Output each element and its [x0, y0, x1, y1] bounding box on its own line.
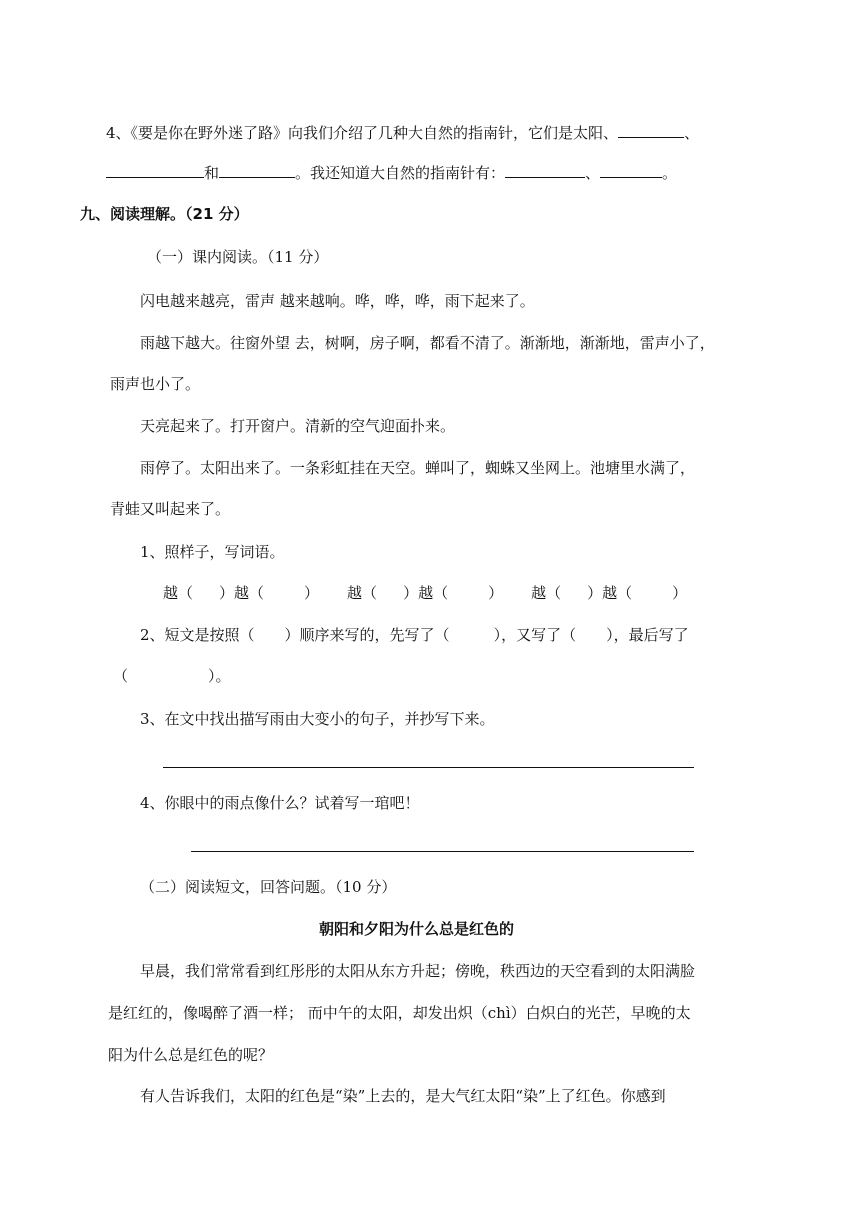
q4-end: 。	[662, 164, 678, 182]
pattern-item: ）	[488, 584, 504, 602]
passage-1-line: 天亮起来了。打开窗户。清新的空气迎面扑来。	[140, 417, 456, 435]
passage-2-line: 早晨，我们常常看到红彤彤的太阳从东方升起；傍晚，秩西边的天空看到的太阳满脸	[140, 962, 696, 980]
pattern-item: ）越（	[587, 584, 633, 602]
pattern-item: ）	[672, 584, 688, 602]
question-1-label: 1、照样子，写词语。	[140, 543, 285, 561]
passage-1-line: 雨声也小了。	[110, 375, 201, 393]
q2-part: ），最后写了	[606, 626, 689, 644]
pattern-item: ）	[304, 584, 320, 602]
question-1-pattern-row	[163, 582, 687, 604]
q4-text-2: 。我还知道大自然的指南针有：	[295, 164, 506, 182]
q2-part: ），又写了（	[493, 626, 577, 644]
passage-1-line: 青蛙又叫起来了。	[110, 500, 231, 518]
question-3: 3、在文中找出描写雨由大变小的句子，并抄写下来。	[140, 710, 495, 728]
q4-text-1: 4、《要是你在野外迷了路》向我们介绍了几种大自然的指南针，它们是太阳、	[106, 124, 619, 142]
question-4: 4、你眼中的雨点像什么？试着写一琯吧！	[140, 794, 420, 812]
part-1-heading: （一）课内阅读。（11 分）	[147, 248, 329, 266]
pattern-item: 越（	[347, 584, 378, 602]
question-2-line-2	[113, 665, 231, 687]
pattern-item: 越（	[163, 584, 194, 602]
passage-1-line: 闪电越来越亮，雷声 越来越响。哗，哗，哗，雨下起来了。	[140, 292, 535, 310]
q4-sep-2: 、	[585, 164, 601, 182]
q2-part: ）。	[208, 667, 231, 685]
passage-1-line: 雨越下越大。往窗外望 去，树啊，房子啊，都看不清了。渐渐地，渐渐地，雷声小了，	[140, 334, 715, 352]
q4-answer-blank-2[interactable]	[106, 161, 204, 178]
passage-2-line: 阳为什么总是红色的呢？	[108, 1046, 274, 1064]
passage-2-line: 有人告诉我们，太阳的红色是“染”上去的，是大气红太阳“染”上了红色。你感到	[140, 1087, 666, 1105]
q2-part: ）顺序来写的，先写了（	[284, 626, 450, 644]
q4-answer-blank-5[interactable]	[600, 161, 662, 178]
q4-line-2	[106, 161, 677, 184]
q2-part: 2、短文是按照（	[140, 626, 255, 644]
q4-and: 和	[204, 164, 220, 182]
article-title: 朝阳和夕阳为什么总是红色的	[319, 920, 515, 938]
answer-line-q3[interactable]	[163, 767, 694, 768]
pattern-item: ）越（	[219, 584, 265, 602]
q4-answer-blank-1[interactable]	[618, 121, 684, 138]
q4-sep-1: 、	[684, 124, 700, 142]
pattern-item: 越（	[531, 584, 562, 602]
q4-line-1	[106, 121, 699, 144]
part-2-heading: （二）阅读短文，回答问题。（10 分）	[140, 878, 397, 896]
q4-answer-blank-4[interactable]	[505, 161, 585, 178]
answer-line-q4[interactable]	[191, 851, 694, 852]
passage-1-line: 雨停了。太阳出来了。一条彩虹挂在天空。蝉叫了，蜘蛛又坐网上。池塘里水满了，	[140, 459, 696, 477]
pattern-item: ）越（	[403, 584, 449, 602]
section-9-heading: 九、阅读理解。（21 分）	[80, 205, 249, 223]
q2-part: （	[113, 667, 129, 685]
passage-2-line: 是红红的，像喝醉了酒一样； 而中午的太阳，却发出炽（chì）白炽白的光芒，早晚的太	[108, 1004, 691, 1022]
q4-answer-blank-3[interactable]	[219, 161, 295, 178]
question-2-line-1	[140, 624, 689, 646]
